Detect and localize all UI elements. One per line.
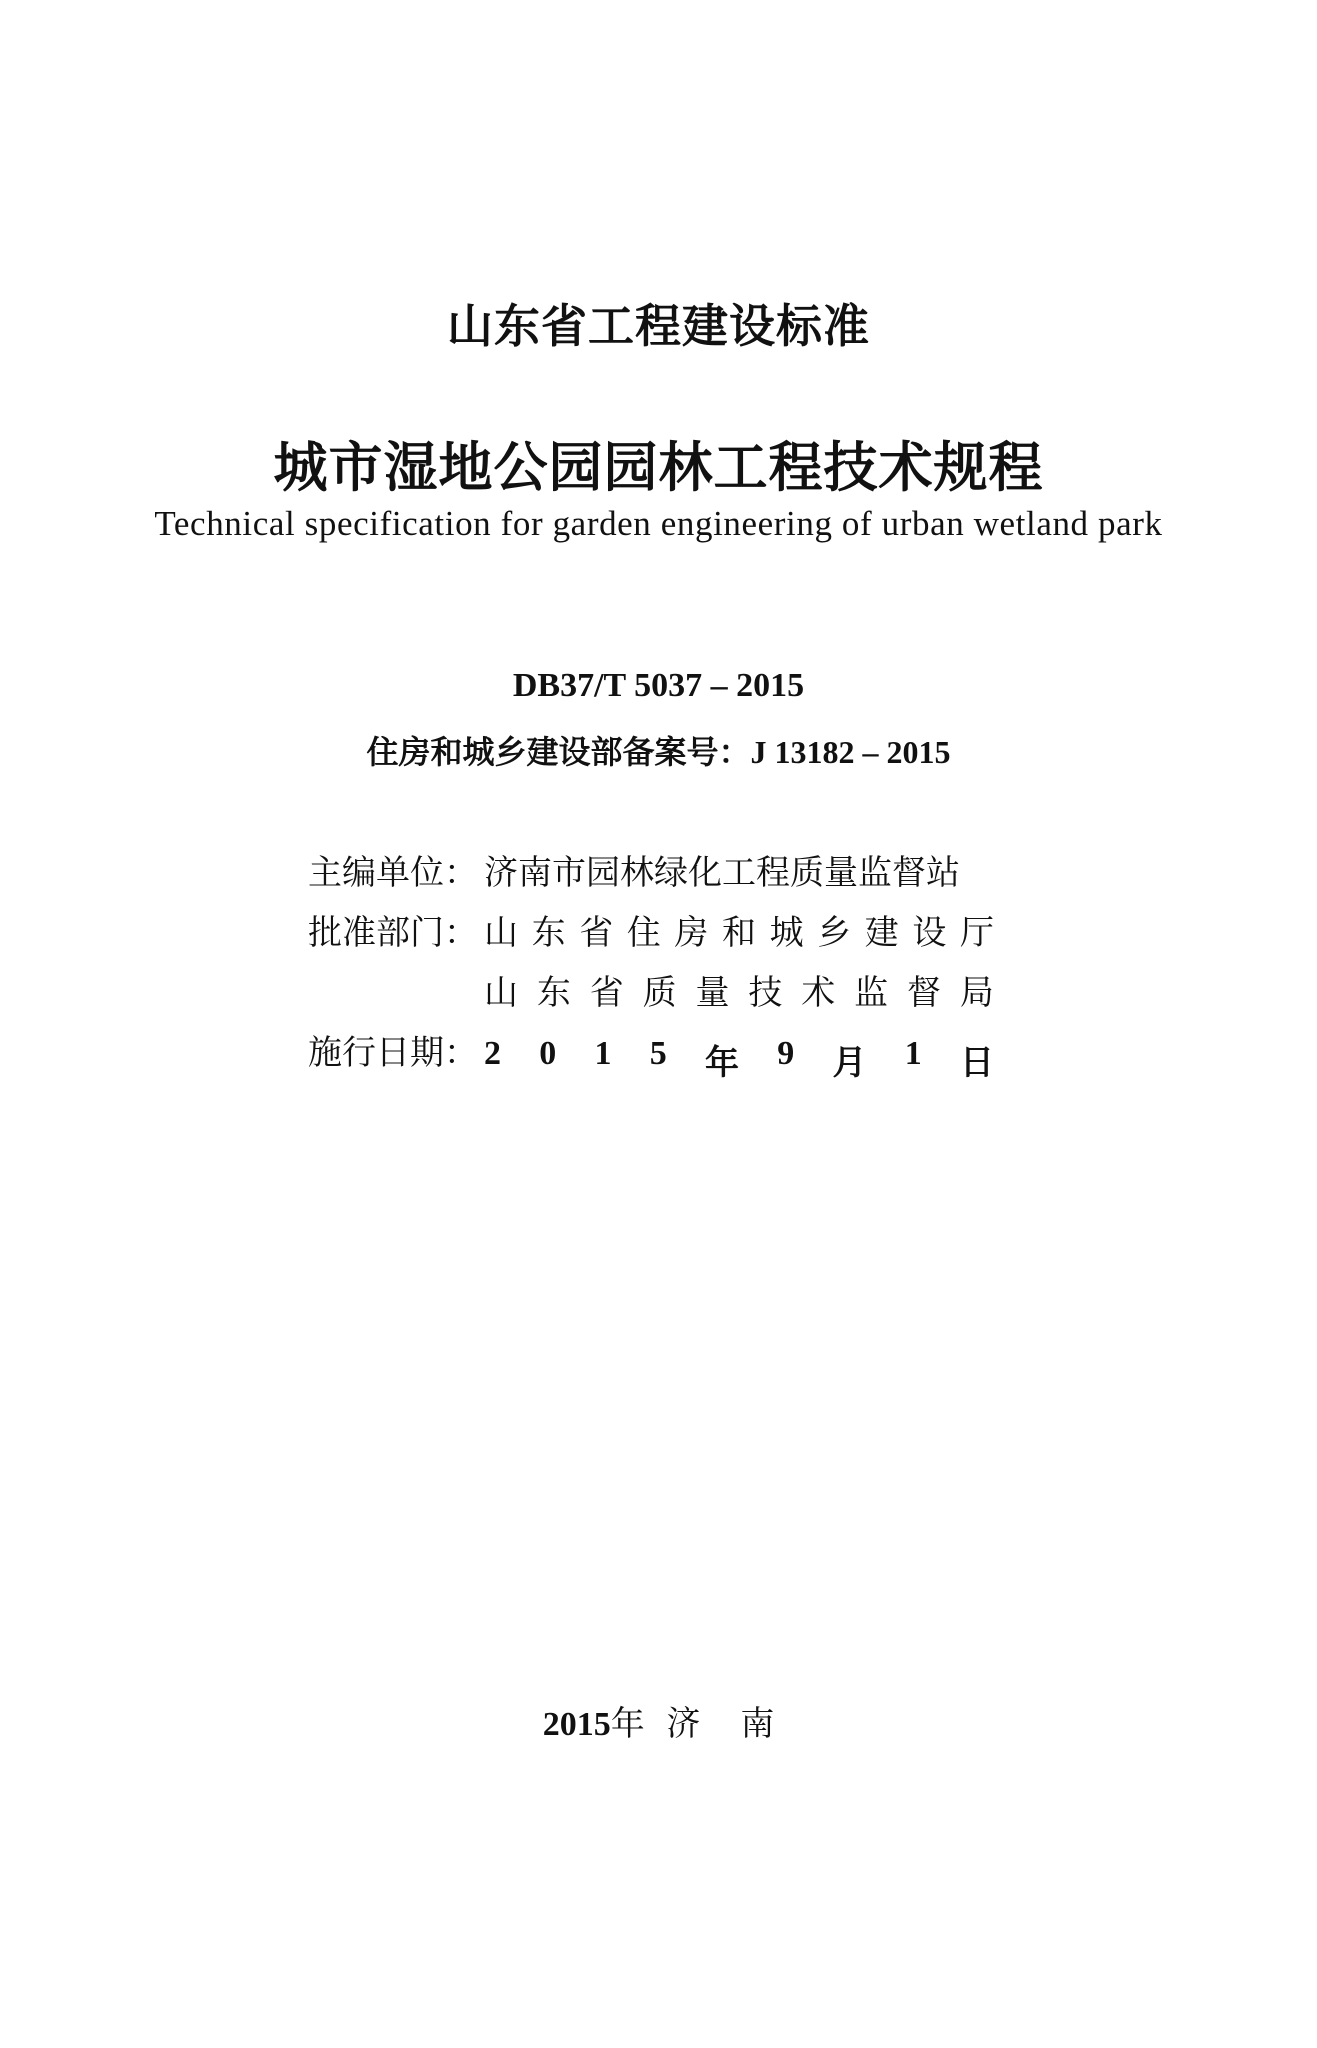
char: 质 (642, 973, 677, 1013)
approval-value-2 (484, 965, 994, 1014)
char: 乡 (817, 913, 852, 953)
char: 技 (748, 973, 783, 1013)
record-number (0, 727, 1317, 773)
char: 1 (594, 1035, 612, 1072)
char: 督 (907, 973, 941, 1013)
char: 东 (531, 913, 566, 953)
char: 术 (801, 973, 836, 1013)
char: 房 (674, 913, 709, 953)
char: 0 (539, 1035, 557, 1072)
char: 南 (740, 1704, 775, 1744)
char: 济 (666, 1704, 701, 1744)
char: 1 (904, 1035, 922, 1072)
approval-row-1 (308, 905, 1008, 965)
approval-label: 批准部门： (308, 913, 478, 953)
effective-date-label: 施行日期： (308, 1033, 478, 1073)
publication-place (666, 1704, 774, 1744)
approval-row-2 (308, 965, 1008, 1025)
standard-series: 山东省工程建设标准 (447, 299, 870, 353)
publication-year-suffix: 年 (610, 1704, 645, 1744)
char: 2 (484, 1035, 501, 1072)
char: 月 (832, 1045, 867, 1082)
char: 5 (649, 1035, 667, 1072)
chief-editor-label: 主编单位： (308, 853, 478, 893)
char: 山 (484, 973, 518, 1013)
chief-editor-value: 济南市园林绿化工程质量监督站 (484, 853, 960, 893)
publication-info (308, 845, 1008, 1085)
record-number-label: 住房和城乡建设部备案号： (366, 733, 751, 771)
char: 城 (769, 913, 804, 953)
char: 量 (695, 973, 730, 1013)
char: 山 (484, 913, 518, 953)
effective-date-row (308, 1025, 1008, 1085)
chief-editor-row (308, 845, 1008, 905)
char: 省 (589, 973, 624, 1013)
publication-year: 2015 (542, 1706, 611, 1743)
char: 9 (777, 1035, 795, 1072)
effective-date-value (484, 1035, 994, 1084)
char: 住 (626, 913, 661, 953)
document-title-cn: 城市湿地公园园林工程技术规程 (273, 435, 1044, 499)
char: 和 (721, 913, 756, 953)
char: 设 (912, 913, 947, 953)
char: 日 (960, 1045, 994, 1082)
char: 省 (579, 913, 614, 953)
standard-number: DB37/T 5037 – 2015 (512, 667, 805, 704)
char: 东 (536, 973, 571, 1013)
char: 厅 (959, 913, 994, 953)
record-number-value: J 13182 – 2015 (750, 734, 951, 770)
char: 建 (864, 913, 899, 953)
publication-footer (0, 1696, 1317, 1745)
char: 监 (854, 973, 889, 1013)
char: 局 (959, 973, 994, 1013)
approval-value-1 (484, 905, 994, 954)
char: 年 (705, 1045, 739, 1082)
document-title-en: Technical specification for garden engineering of urban wetland park (154, 504, 1163, 543)
